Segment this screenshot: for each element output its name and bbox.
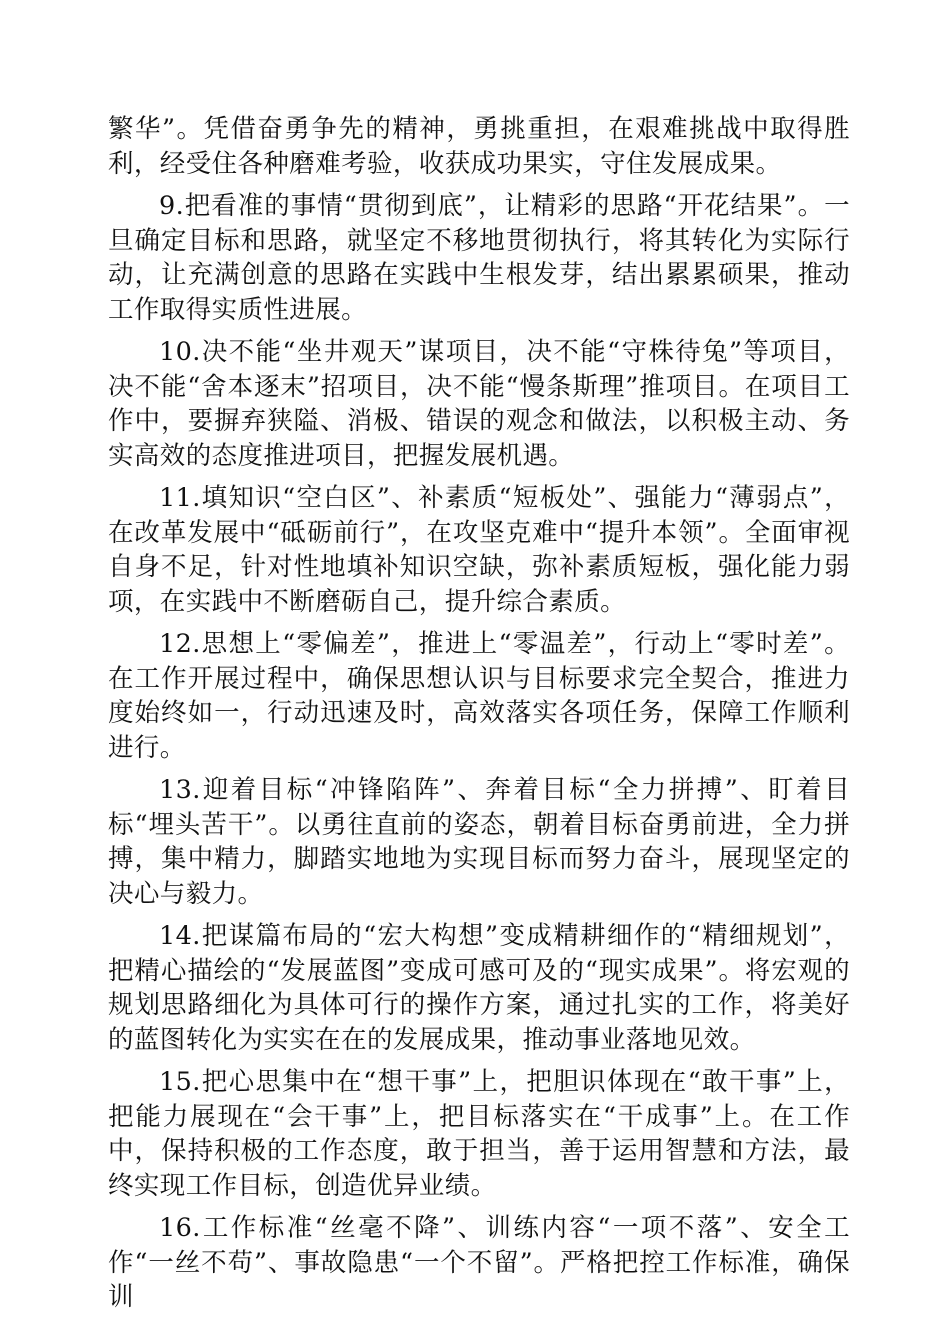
paragraph-item-14: 14.把谋篇布局的“宏大构想”变成精耕细作的“精细规划”，把精心描绘的“发展蓝图”变成可感可及的“现实成果”。将宏观的规划思路细化为具体可行的操作方案，通过扎实的工作，将美好的蓝图转化为实实在在的发展成果，推动事业落地见效。	[108, 921, 850, 1055]
paragraph-item-16: 16.工作标准“丝毫不降”、训练内容“一项不落”、安全工作“一丝不苟”、事故隐患“一个不留”。严格把控工作标准，确保训	[108, 1213, 850, 1312]
paragraph-item-11: 11.填知识“空白区”、补素质“短板处”、强能力“薄弱点”，在改革发展中“砥砺前行”，在攻坚克难中“提升本领”。全面审视自身不足，针对性地填补知识空缺，弥补素质短板，强化能力弱项，在实践中不断磨砺自己，提升综合素质。	[108, 483, 850, 617]
paragraph-item-13: 13.迎着目标“冲锋陷阵”、奔着目标“全力拼搏”、盯着目标“埋头苦干”。以勇往直前的姿态，朝着目标奋勇前进，全力拼搏，集中精力，脚踏实地地为实现目标而努力奋斗，展现坚定的决心与毅力。	[108, 775, 850, 909]
paragraph-item-9: 9.把看准的事情“贯彻到底”，让精彩的思路“开花结果”。一旦确定目标和思路，就坚定不移地贯彻执行，将其转化为实际行动，让充满创意的思路在实践中生根发芽，结出累累硕果，推动工作取得实质性进展。	[108, 191, 850, 325]
paragraph-item-10: 10.决不能“坐井观天”谋项目，决不能“守株待兔”等项目，决不能“舍本逐末”招项目，决不能“慢条斯理”推项目。在项目工作中，要摒弃狭隘、消极、错误的观念和做法，以积极主动、务实高效的态度推进项目，把握发展机遇。	[108, 337, 850, 471]
paragraph-continuation: 繁华”。凭借奋勇争先的精神，勇挑重担，在艰难挑战中取得胜利，经受住各种磨难考验，收获成功果实，守住发展成果。	[108, 114, 850, 179]
paragraph-item-12: 12.思想上“零偏差”，推进上“零温差”，行动上“零时差”。在工作开展过程中，确保思想认识与目标要求完全契合，推进力度始终如一，行动迅速及时，高效落实各项任务，保障工作顺利进行。	[108, 629, 850, 763]
paragraph-item-15: 15.把心思集中在“想干事”上，把胆识体现在“敢干事”上，把能力展现在“会干事”上，把目标落实在“干成事”上。在工作中，保持积极的工作态度，敢于担当，善于运用智慧和方法，最终实现工作目标，创造优异业绩。	[108, 1067, 850, 1201]
document-body	[108, 112, 850, 1323]
